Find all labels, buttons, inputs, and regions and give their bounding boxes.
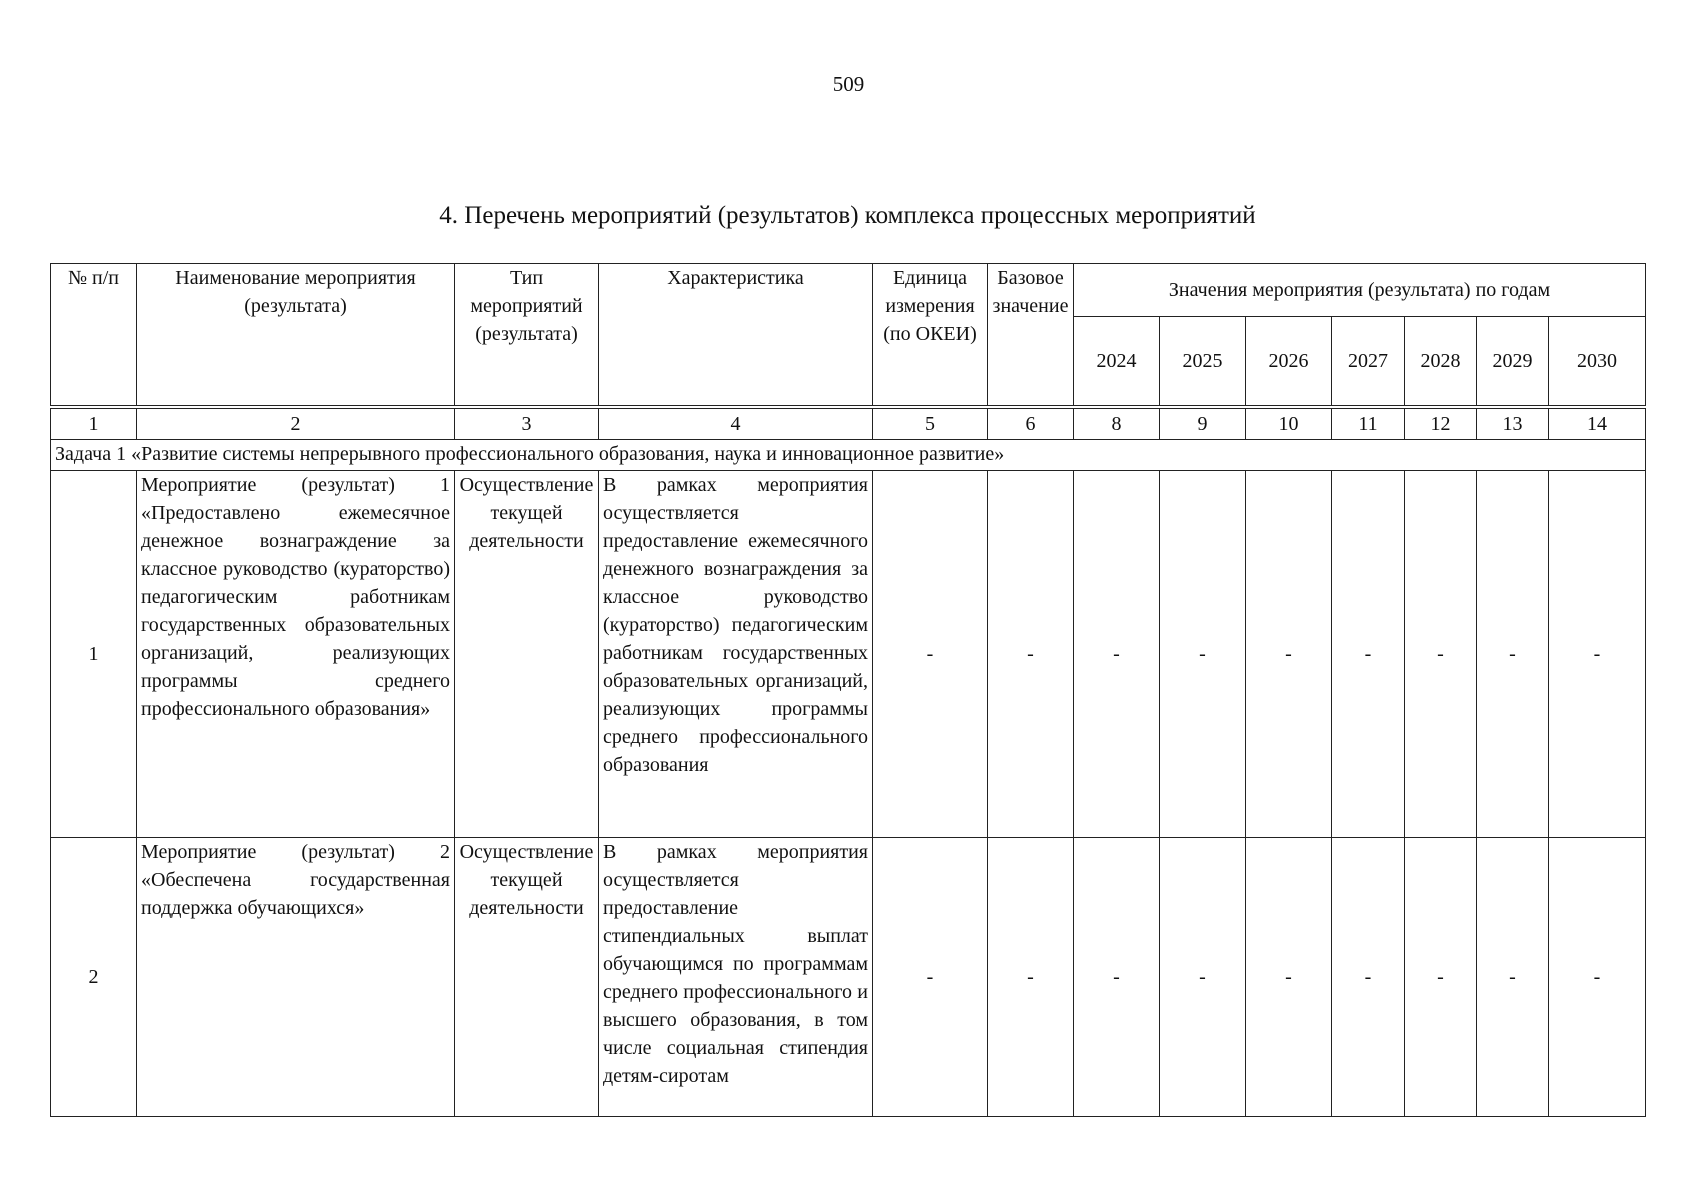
header-characteristic: Характеристика bbox=[599, 264, 873, 408]
unit-value: - bbox=[873, 471, 988, 838]
column-number: 2 bbox=[137, 407, 455, 440]
year-value: - bbox=[1405, 838, 1477, 1117]
measure-name: Мероприятие (результат) 2 «Обеспечена государственная поддержка обучающихся» bbox=[137, 838, 455, 1117]
header-base: Базовое значение bbox=[988, 264, 1074, 408]
table-row bbox=[51, 838, 1646, 1117]
column-number: 8 bbox=[1074, 407, 1160, 440]
column-number: 3 bbox=[455, 407, 599, 440]
year-value: - bbox=[1246, 471, 1332, 838]
year-value: - bbox=[1074, 471, 1160, 838]
year-value: - bbox=[1477, 471, 1549, 838]
year-value: - bbox=[1160, 838, 1246, 1117]
measures-table bbox=[50, 263, 1646, 1117]
base-value: - bbox=[988, 838, 1074, 1117]
header-year: 2029 bbox=[1477, 317, 1549, 408]
measure-characteristic: В рамках мероприятия осуществляется предоставление стипендиальных выплат обучающимся по программам среднего профессионального и высшего образования, в том числе социальная стипендия детям-сиротам bbox=[599, 838, 873, 1117]
measure-characteristic: В рамках мероприятия осуществляется предоставление ежемесячного денежного вознаграждения за классное руководство (кураторство) педагогическим работникам государственных образовательных организаций, реализующих программы среднего профессионального образования bbox=[599, 471, 873, 838]
measure-name: Мероприятие (результат) 1 «Предоставлено ежемесячное денежное вознаграждение за классное руководство (кураторство) педагогическим работникам государственных образовательных организаций, реализующих программы среднего профессионального образования» bbox=[137, 471, 455, 838]
column-number: 6 bbox=[988, 407, 1074, 440]
document-title: 4. Перечень мероприятий (результатов) комплекса процессных мероприятий bbox=[439, 202, 1256, 229]
column-number: 5 bbox=[873, 407, 988, 440]
year-value: - bbox=[1160, 471, 1246, 838]
header-year: 2027 bbox=[1332, 317, 1405, 408]
measure-type: Осуществление текущей деятельности bbox=[455, 838, 599, 1117]
column-number: 11 bbox=[1332, 407, 1405, 440]
measure-type: Осуществление текущей деятельности bbox=[455, 471, 599, 838]
year-value: - bbox=[1549, 471, 1646, 838]
year-value: - bbox=[1246, 838, 1332, 1117]
year-value: - bbox=[1332, 838, 1405, 1117]
header-year: 2025 bbox=[1160, 317, 1246, 408]
header-year: 2030 bbox=[1549, 317, 1646, 408]
header-num: № п/п bbox=[51, 264, 137, 408]
row-number: 1 bbox=[51, 471, 137, 838]
column-number-row bbox=[51, 407, 1646, 440]
header-name: Наименование мероприятия (результата) bbox=[137, 264, 455, 408]
column-number: 4 bbox=[599, 407, 873, 440]
header-year: 2026 bbox=[1246, 317, 1332, 408]
year-value: - bbox=[1477, 838, 1549, 1117]
column-number: 12 bbox=[1405, 407, 1477, 440]
column-number: 9 bbox=[1160, 407, 1246, 440]
column-number: 1 bbox=[51, 407, 137, 440]
row-number: 2 bbox=[51, 838, 137, 1117]
task-title: Задача 1 «Развитие системы непрерывного профессионального образования, наука и инновационное развитие» bbox=[51, 440, 1646, 471]
header-row bbox=[51, 264, 1646, 317]
header-year: 2028 bbox=[1405, 317, 1477, 408]
year-value: - bbox=[1549, 838, 1646, 1117]
year-value: - bbox=[1332, 471, 1405, 838]
task-row bbox=[51, 440, 1646, 471]
page-number: 509 bbox=[832, 72, 865, 96]
year-value: - bbox=[1074, 838, 1160, 1117]
header-year: 2024 bbox=[1074, 317, 1160, 408]
unit-value: - bbox=[873, 838, 988, 1117]
column-number: 14 bbox=[1549, 407, 1646, 440]
header-type: Тип мероприятий (результата) bbox=[455, 264, 599, 408]
column-number: 10 bbox=[1246, 407, 1332, 440]
header-unit: Единица измерения (по ОКЕИ) bbox=[873, 264, 988, 408]
base-value: - bbox=[988, 471, 1074, 838]
table-row bbox=[51, 471, 1646, 838]
column-number: 13 bbox=[1477, 407, 1549, 440]
header-values-group: Значения мероприятия (результата) по годам bbox=[1074, 264, 1646, 317]
year-value: - bbox=[1405, 471, 1477, 838]
